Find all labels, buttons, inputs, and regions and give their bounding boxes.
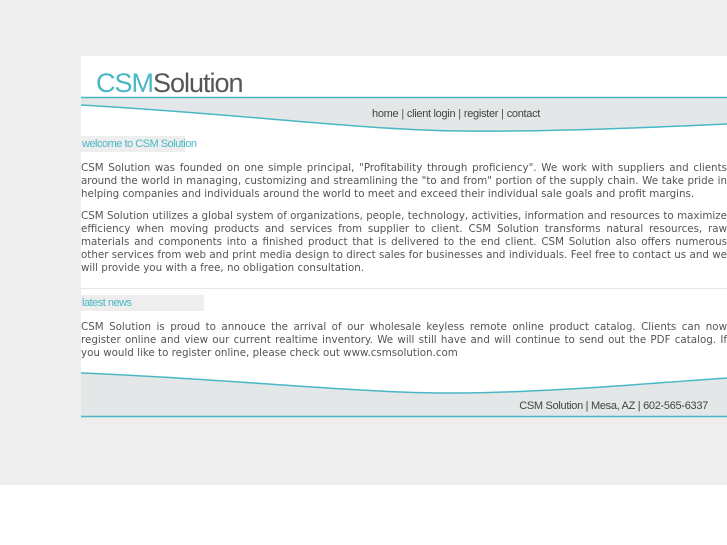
section-divider: [81, 288, 727, 289]
welcome-heading: welcome to CSM Solution: [82, 138, 197, 150]
main-navigation: [372, 108, 540, 124]
nav-separator: |: [401, 108, 404, 120]
welcome-paragraph-1: CSM Solution was founded on one simple principal, "Profitability through proficiency". We work with suppliers and clients around the world in managing, customizing and streamlining the "to and from" portion of the supply chain. We take pride in helping companies and individuals around the world to meet and exceed their individual sale goals and profit margins.: [81, 162, 727, 200]
latest-news-text: CSM Solution is proud to annouce the arrival of our wholesale keyless remote online product catalog. Clients can now register online and view our current realtime inventory. We will still have and will continue to send out the PDF catalog. If you would like to register online, please check out www.csmsolution.com: [81, 321, 727, 359]
nav-home-link[interactable]: home: [372, 108, 399, 120]
welcome-paragraph-2: CSM Solution utilizes a global system of organizations, people, technology, activities, information and resources to maximize efficiency when moving products and services from supplier to client. CSM Solution transforms natural resources, raw materials and components into a finished product that is delivered to the end client. CSM Solution also offers numerous other services from web and print media design to direct sales for businesses and individuals. Feel free to contact us and we will provide you with a free, no obligation consultation.: [81, 210, 727, 274]
site-logo[interactable]: [96, 68, 243, 99]
content-panel: [81, 56, 727, 416]
logo-solution: Solution: [153, 68, 243, 98]
logo-csm: CSM: [96, 68, 153, 98]
nav-contact-link[interactable]: contact: [506, 108, 541, 120]
nav-register-link[interactable]: register: [463, 108, 499, 120]
nav-separator: |: [458, 108, 461, 120]
nav-separator: |: [501, 108, 504, 120]
footer-contact-info: CSM Solution | Mesa, AZ | 602-565-6337: [519, 400, 708, 412]
nav-client-login-link[interactable]: client login: [406, 108, 456, 120]
latest-news-heading: latest news: [81, 295, 204, 311]
